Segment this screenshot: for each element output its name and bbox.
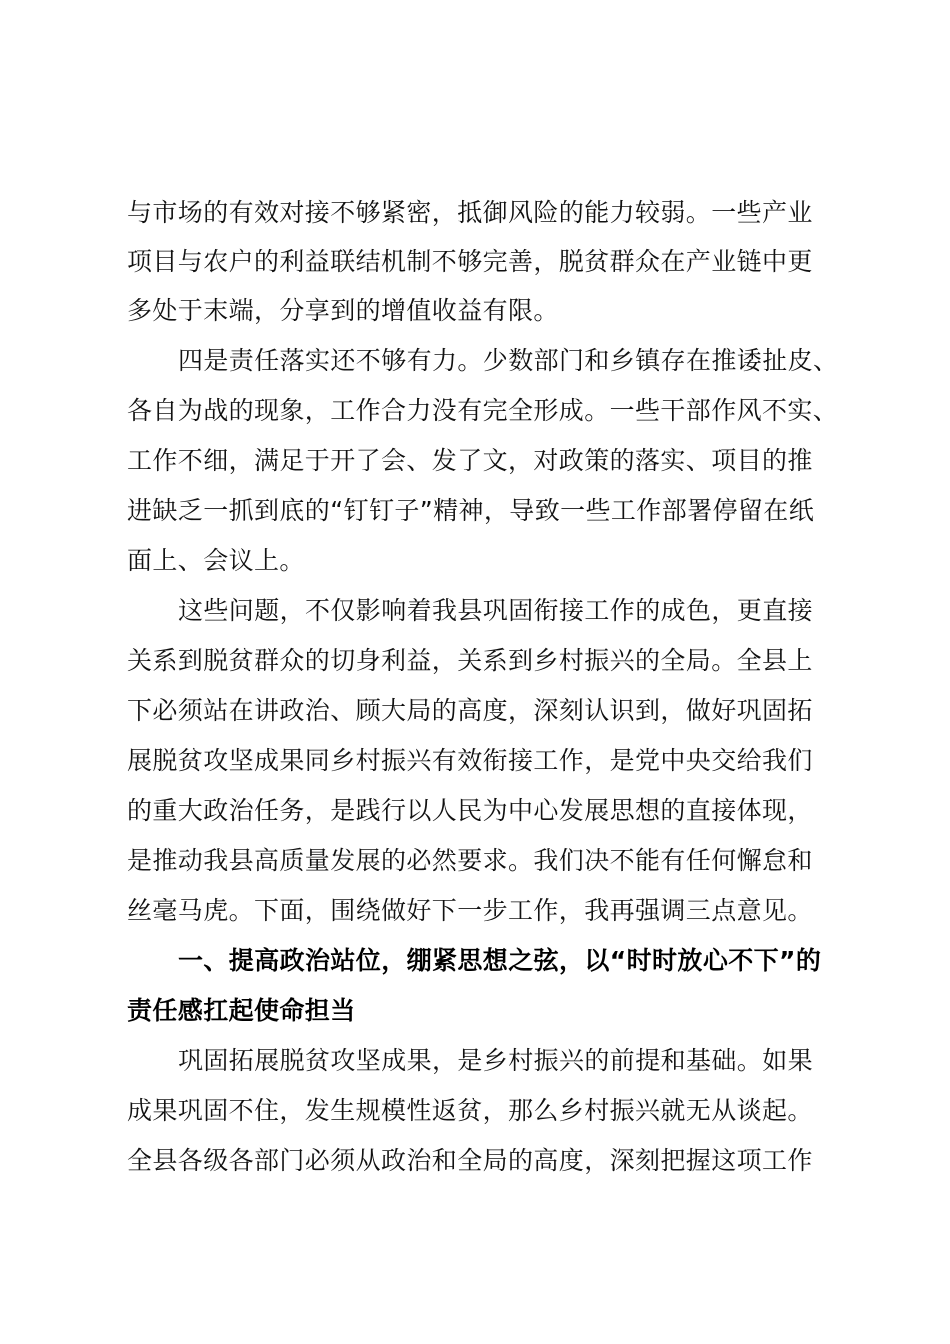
section-heading-line: 责任感扛起使命担当	[127, 996, 356, 1025]
paragraph-line: 下必须站在讲政治、顾大局的高度，深刻认识到，做好巩固拓	[127, 696, 813, 725]
paragraph-line: 工作不细，满足于开了会、发了文，对政策的落实、项目的推	[127, 446, 813, 475]
paragraph-line: 与市场的有效对接不够紧密，抵御风险的能力较弱。一些产业	[127, 198, 813, 227]
paragraph-line: 展脱贫攻坚成果同乡村振兴有效衔接工作，是党中央交给我们	[127, 746, 813, 775]
paragraph-line: 进缺乏一抓到底的“钉钉子”精神，导致一些工作部署停留在纸	[127, 496, 815, 525]
paragraph-line: 丝毫马虎。下面，围绕做好下一步工作，我再强调三点意见。	[127, 896, 813, 925]
paragraph-line: 是推动我县高质量发展的必然要求。我们决不能有任何懈怠和	[127, 846, 813, 875]
paragraph-line: 多处于末端，分享到的增值收益有限。	[127, 296, 559, 325]
paragraph-line: 项目与农户的利益联结机制不够完善，脱贫群众在产业链中更	[127, 247, 813, 276]
paragraph-line: 巩固拓展脱贫攻坚成果，是乡村振兴的前提和基础。如果	[178, 1046, 814, 1075]
paragraph-line: 全县各级各部门必须从政治和全局的高度，深刻把握这项工作	[127, 1146, 813, 1175]
paragraph-line: 这些问题，不仅影响着我县巩固衔接工作的成色，更直接	[178, 596, 814, 625]
paragraph-line: 四是责任落实还不够有力。少数部门和乡镇存在推诿扯皮、	[178, 346, 839, 375]
paragraph-line: 各自为战的现象，工作合力没有完全形成。一些干部作风不实、	[127, 396, 839, 425]
section-heading-line: 一、提高政治站位，绷紧思想之弦，以“时时放心不下”的	[178, 946, 822, 975]
paragraph-line: 的重大政治任务，是践行以人民为中心发展思想的直接体现，	[127, 796, 813, 825]
paragraph-line: 成果巩固不住，发生规模性返贫，那么乡村振兴就无从谈起。	[127, 1096, 813, 1125]
paragraph-line: 面上、会议上。	[127, 546, 305, 575]
paragraph-line: 关系到脱贫群众的切身利益，关系到乡村振兴的全局。全县上	[127, 646, 813, 675]
